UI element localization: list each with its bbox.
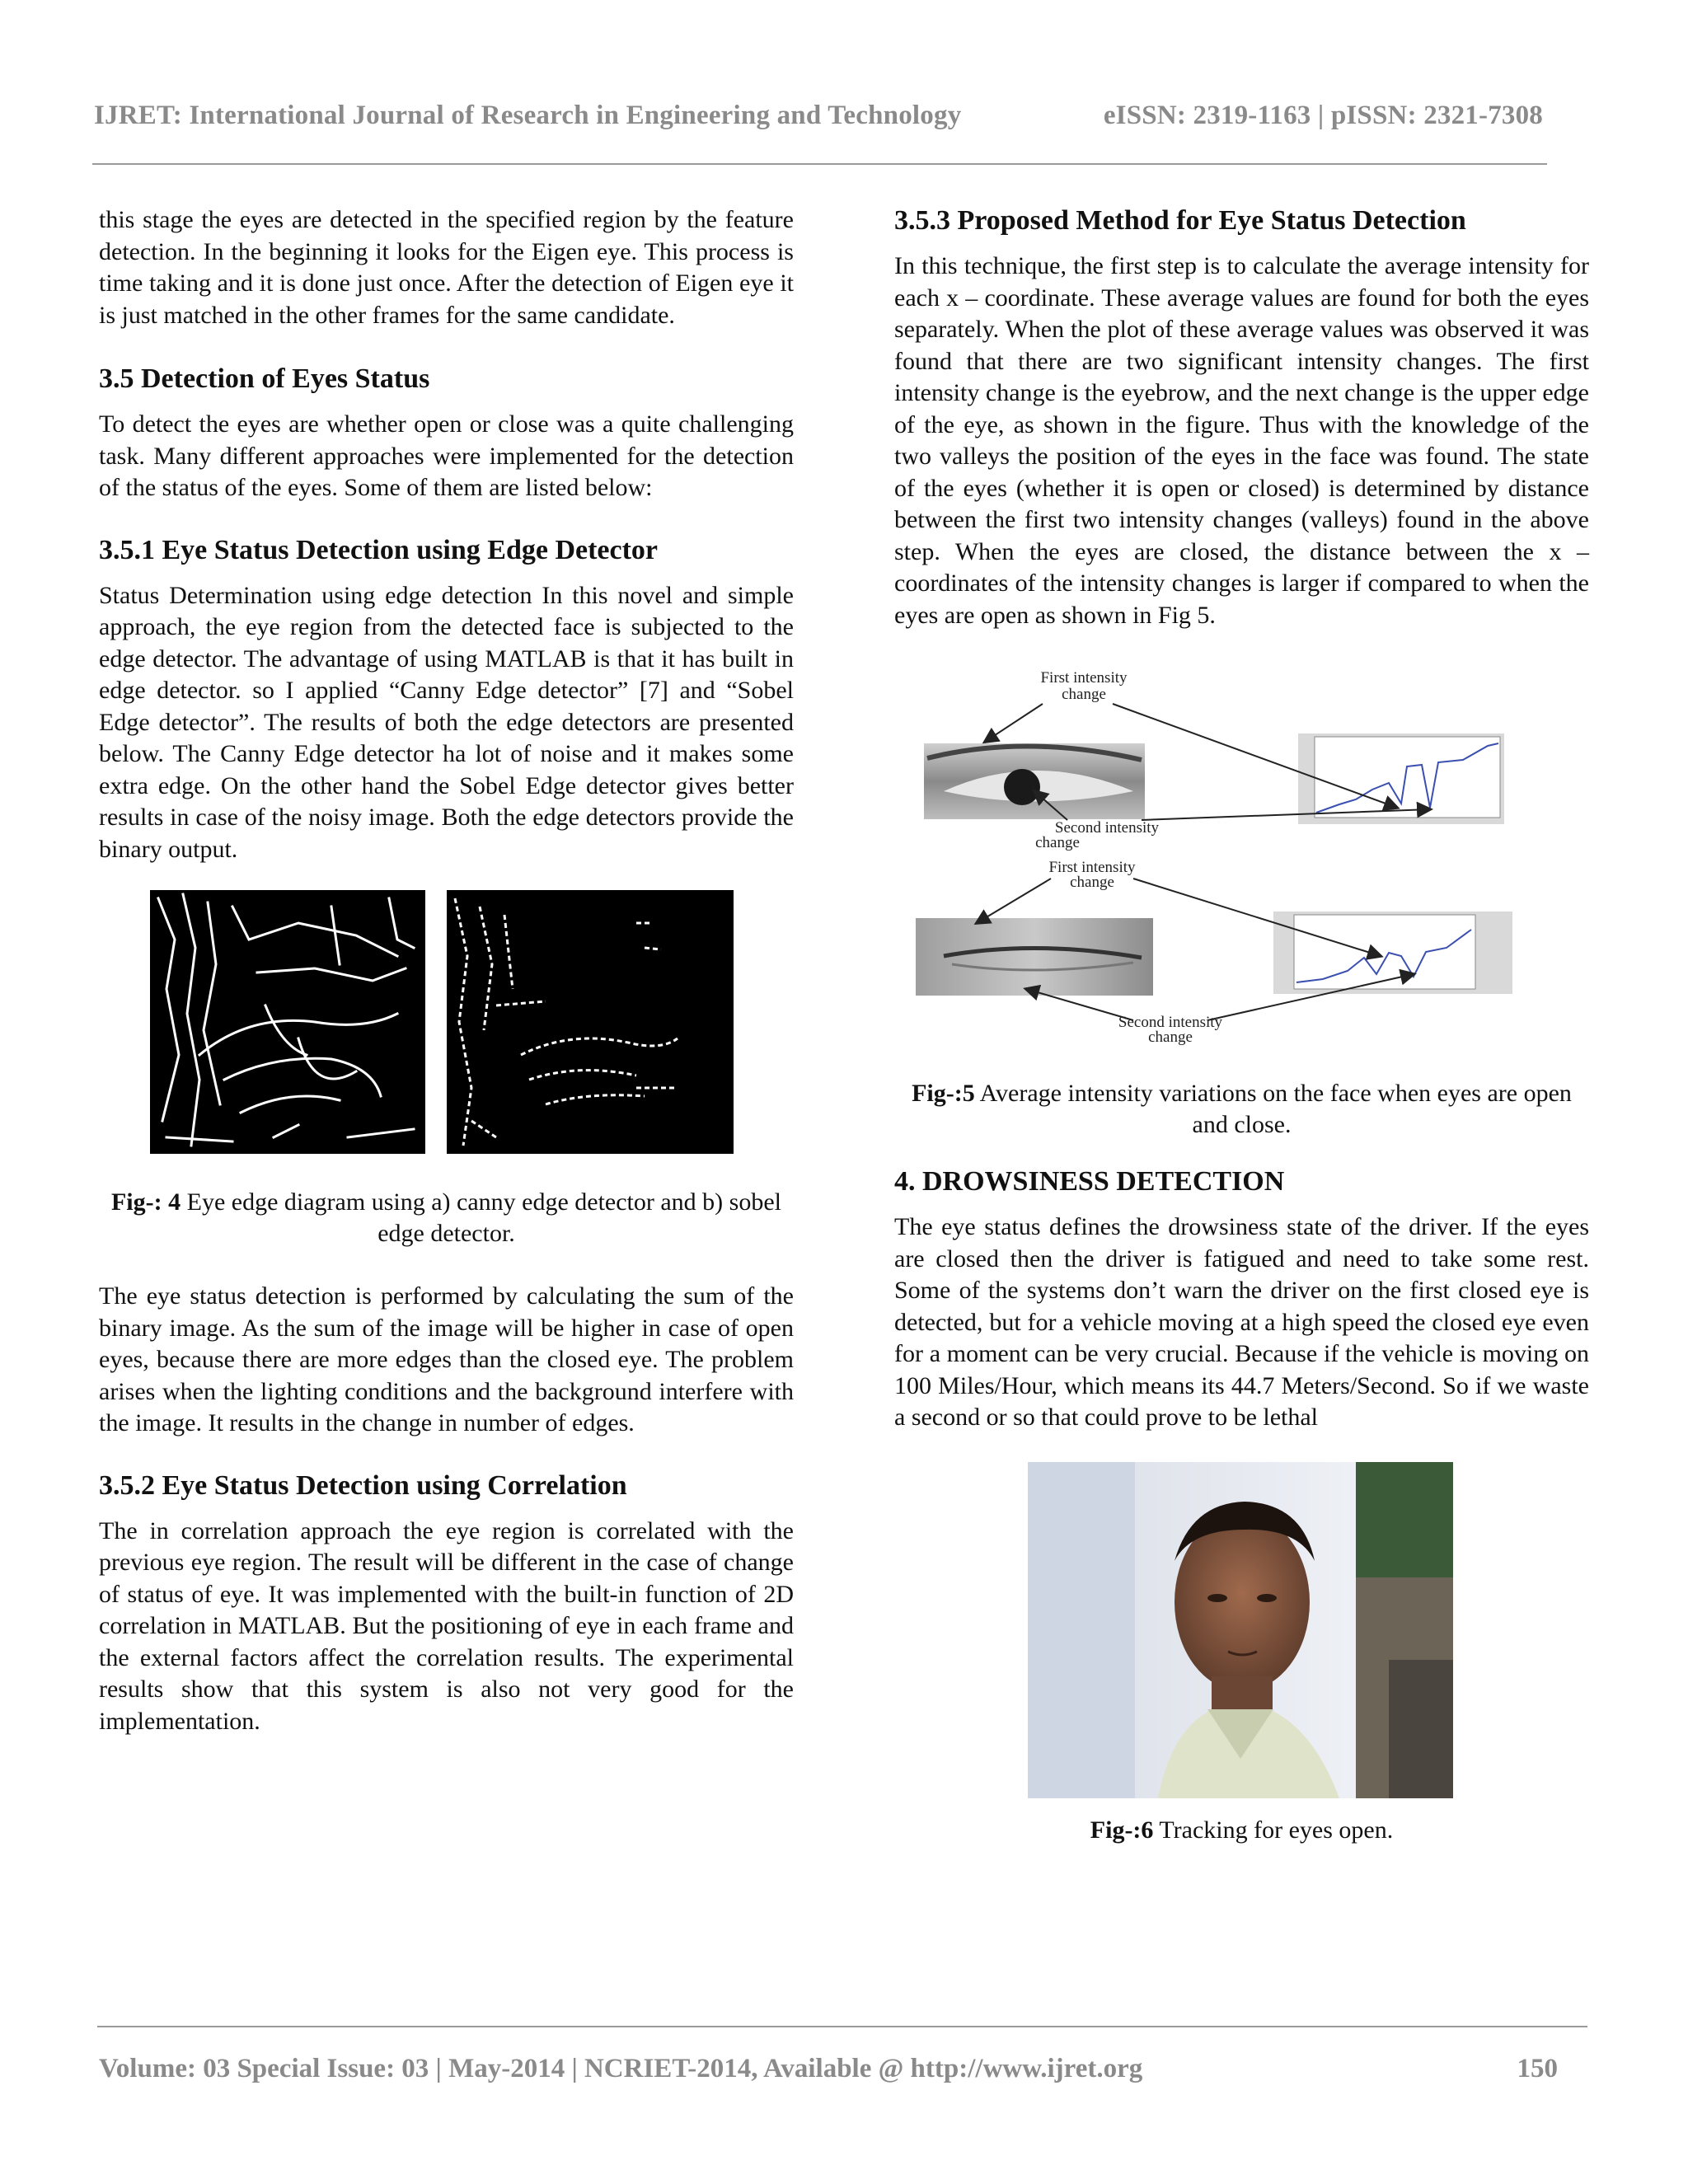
figure-4-caption-text: Eye edge diagram using a) canny edge detector and b) sobel edge detector. — [181, 1188, 782, 1247]
heading-3-5-3: 3.5.3 Proposed Method for Eye Status Detection — [894, 205, 1466, 236]
heading-3-5-2: 3.5.2 Eye Status Detection using Correlation — [99, 1469, 627, 1501]
figure-5-caption — [894, 1078, 1589, 1141]
figure-5-caption-text: Average intensity variations on the face when eyes are open and close. — [974, 1080, 1572, 1138]
figure-6-caption-text: Tracking for eyes open. — [1153, 1816, 1394, 1844]
fig5-first-change-label-2: change — [1062, 686, 1106, 703]
intro-paragraph: this stage the eyes are detected in the specified region by the feature detection. In the beginning it looks for the Eigen eye. This process is time taking and it is done just once. After the detection of Eigen eye it is just matched in the other frames for the same candidate. — [99, 206, 794, 329]
closed-eye-intensity-plot — [1273, 912, 1512, 994]
paragraph-3-5-1: Status Determination using edge detection In this novel and simple approach, the eye region from the detected face is subjected to the edge detector. The advantage of using MATLAB is that it has built in edge detector. so I applied “Canny Edge detector” [7] and “Sobel Edge detector”. The results of both the edge detectors are presented below. The Canny Edge detector ha lot of noise and it makes some extra edge. On the other hand the Sobel Edge detector gives better results in case of the noisy image. Both the edge detectors provide the binary output. — [99, 581, 794, 863]
issn: eISSN: 2319-1163 | pISSN: 2321-7308 — [1103, 101, 1543, 130]
paragraph-3-5: To detect the eyes are whether open or close was a quite challenging task. Many different approaches were implemented for the detection of the status of the eyes. Some of them are listed below: — [99, 410, 794, 501]
figure-4-label: Fig-: 4 — [110, 1188, 181, 1216]
journal-title: IJRET: International Journal of Research in Engineering and Technology — [94, 101, 962, 130]
heading-3-5: 3.5 Detection of Eyes Status — [99, 363, 430, 394]
running-header — [94, 101, 1543, 131]
fig5-first-change-label-1: First intensity — [1040, 669, 1128, 687]
paragraph-binary-sum: The eye status detection is performed by calculating the sum of the binary image. As the sum of the image will be higher in case of open eyes, because there are more edges than the closed eye. The problem arises when the lighting conditions and the background interfere with the image. It results in the change in number of edges. — [99, 1282, 794, 1436]
page-number: 150 — [1517, 2054, 1558, 2083]
paragraph-4: The eye status defines the drowsiness state of the driver. If the eyes are closed then the driver is fatigued and need to take some rest. Some of the systems don’t warn the driver on the first closed eye is detected, but for a vehicle moving at a high speed the closed eye even for a moment can be very crucial. Because if the vehicle is moving on 100 Miles/Hour, which means its 44.7 Meters/Second. So if we waste a second or so that could prove to be lethal — [894, 1213, 1589, 1431]
fig5-first-change-label-4: change — [1070, 874, 1114, 891]
heading-4: 4. DROWSINESS DETECTION — [894, 1166, 1285, 1197]
paragraph-3-5-3: In this technique, the first step is to calculate the average intensity for each x – coordinate. These average values are found for both the eyes separately. When the plot of these average values was observed it was found that there are two significant intensity changes. The first intensity change is the eyebrow, and the next change is the upper edge of the eye, as shown in the figure. Thus with the knowledge of the two valleys the position of the eyes in the face was found. The state of the eyes (whether it is open or closed) is determined by distance between the first two intensity changes (valleys) found in the above step. When the eyes are closed, the distance between the x – coordinates of the intensity changes is larger if compared to when the eyes are open as shown in Fig 5. — [894, 252, 1589, 629]
header-rule — [92, 163, 1547, 165]
fig5-first-change-label-3: First intensity — [1048, 859, 1136, 876]
figure-4 — [99, 890, 794, 1154]
figure-5 — [894, 668, 1589, 1055]
closed-eye-photo — [916, 918, 1153, 996]
right-column — [894, 204, 1589, 1846]
figure-6-caption — [894, 1815, 1589, 1846]
fig5-second-change-label-2: change — [1035, 834, 1080, 851]
figure-6-label: Fig-:6 — [1090, 1816, 1154, 1844]
figure-5-diagram — [894, 668, 1589, 1055]
fig5-second-change-label-1: Second intensity — [1054, 819, 1160, 837]
paragraph-3-5-2: The in correlation approach the eye region is correlated with the previous eye region. The result will be different in the case of change of status of eye. It was implemented with the built-in function of 2D correlation in MATLAB. But the positioning of eye in each frame and the external factors affect the correlation results. The experimental results show that this system is also not very good for the implementation. — [99, 1516, 794, 1735]
volume-info: Volume: 03 Special Issue: 03 | May-2014 | NCRIET-2014, Available @ http://www.ijret.org — [99, 2054, 1143, 2083]
running-footer — [99, 2054, 1558, 2084]
fig5-second-change-label-3: Second intensity — [1118, 1014, 1223, 1031]
canny-edge-image — [150, 890, 425, 1154]
figure-6 — [894, 1462, 1589, 1800]
figure-5-label: Fig-:5 — [912, 1080, 975, 1107]
left-column — [99, 204, 794, 1737]
fig5-second-change-label-4: change — [1148, 1029, 1193, 1046]
open-eye-photo — [924, 743, 1145, 819]
figure-4-caption — [99, 1187, 794, 1249]
heading-3-5-1: 3.5.1 Eye Status Detection using Edge Detector — [99, 534, 659, 565]
driver-photo — [894, 1462, 1589, 1800]
sobel-edge-image — [447, 890, 734, 1154]
footer-rule — [97, 2026, 1587, 2027]
